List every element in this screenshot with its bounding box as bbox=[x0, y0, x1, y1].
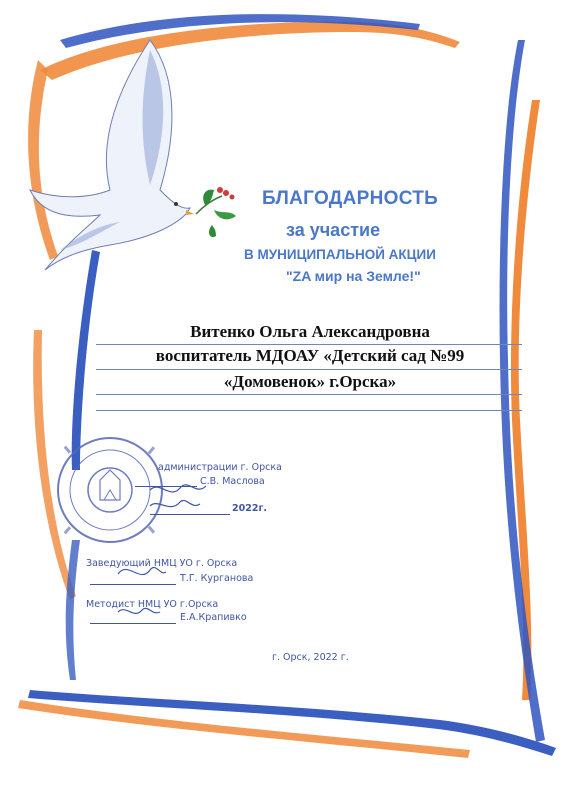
title-gratitude: БЛАГОДАРНОСТЬ bbox=[262, 188, 439, 209]
methodist-title: Методист НМЦ УО г.Орска bbox=[86, 599, 219, 610]
signature-line bbox=[135, 486, 197, 487]
nmc-head-name: Т.Г. Курганова bbox=[180, 573, 254, 584]
date-line bbox=[150, 514, 230, 515]
place-date: г. Орск, 2022 г. bbox=[272, 652, 349, 663]
recipient-position: воспитатель МДОАУ «Детский сад №99 bbox=[155, 346, 465, 365]
signature-line bbox=[90, 623, 176, 624]
subtitle-participation: за участие bbox=[286, 220, 381, 240]
admin-name: С.В. Маслова bbox=[200, 476, 265, 487]
recipient-organization: «Домовенок» г.Орска» bbox=[223, 372, 397, 391]
signature-date bbox=[150, 500, 200, 506]
event-name: "ZA мир на Земле!" bbox=[286, 268, 421, 284]
methodist-name: Е.А.Крапивко bbox=[180, 612, 247, 623]
subtitle-event-type: В МУНИЦИПАЛЬНОЙ АКЦИИ bbox=[244, 247, 436, 262]
recipient-name: Витенко Ольга Александровна bbox=[190, 322, 430, 341]
admin-title: администрации г. Орска bbox=[158, 462, 282, 473]
nmc-head-title: Заведующий НМЦ УО г. Орска bbox=[86, 558, 238, 569]
signature-line bbox=[90, 584, 176, 585]
date-year: 2022г. bbox=[232, 503, 268, 514]
